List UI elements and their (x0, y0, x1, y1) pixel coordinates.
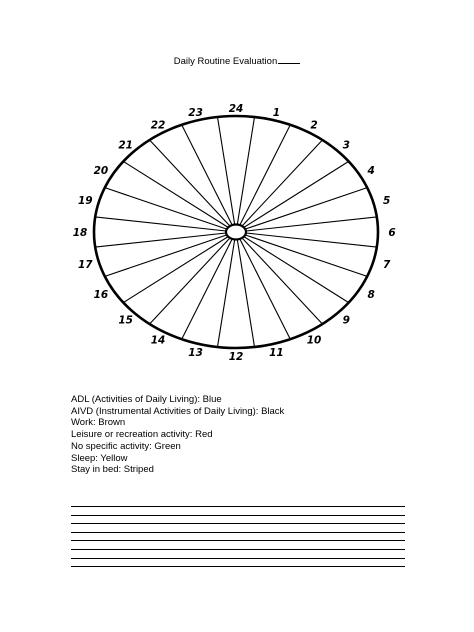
note-line (71, 506, 405, 507)
hour-label: 11 (269, 346, 284, 359)
hour-label: 17 (77, 259, 93, 272)
wheel-spoke (105, 188, 227, 230)
hour-label: 9 (342, 314, 350, 327)
hour-label: 2 (310, 119, 318, 132)
note-line (71, 532, 405, 533)
legend-item-adl: ADL (Activities of Daily Living): Blue (71, 394, 222, 405)
hour-label: 24 (228, 103, 244, 115)
legend-item-leisure: Leisure or recreation activity: Red (71, 429, 213, 441)
hour-label: 7 (383, 259, 391, 272)
hour-label: 10 (306, 334, 322, 347)
hour-label: 16 (93, 289, 109, 301)
wheel-spoke (240, 239, 290, 339)
note-line (71, 523, 405, 524)
hour-label: 14 (150, 334, 166, 347)
wheel-spoke (95, 217, 226, 231)
note-line (71, 515, 405, 516)
wheel-spoke (237, 239, 254, 347)
wheel-spoke (123, 237, 228, 303)
hour-label: 5 (383, 194, 391, 207)
hour-label: 6 (388, 227, 396, 239)
legend-item-stay-in-bed: Stay in bed: Striped (71, 464, 154, 476)
legend-item-aivd: AIVD (Instrumental Activities of Daily Living): Black (71, 405, 285, 417)
wheel-spoke (95, 233, 226, 247)
wheel-spoke (245, 235, 367, 277)
note-line (71, 566, 405, 567)
color-legend (71, 394, 284, 476)
note-line (71, 558, 405, 559)
wheel-center-hub (226, 225, 246, 240)
wheel-spoke (182, 239, 233, 339)
legend-item-work: Work: Brown (71, 417, 126, 429)
wheel-spoke (244, 237, 349, 303)
wheel-spoke (246, 233, 377, 247)
page-title-text: Daily Routine Evaluation (173, 56, 278, 67)
wheel-spoke (246, 217, 377, 231)
hour-label: 23 (188, 107, 203, 120)
hour-label: 8 (367, 289, 375, 301)
hour-label: 22 (150, 119, 166, 132)
hour-label: 20 (93, 165, 109, 177)
hour-label: 15 (118, 314, 134, 327)
wheel-spoke (123, 161, 228, 227)
wheel-spoke (182, 125, 233, 225)
wheel-spoke (245, 188, 367, 230)
wheel-spoke (218, 117, 235, 225)
wheel-spoke (105, 235, 227, 277)
wheel-spoke (237, 117, 254, 225)
wheel-spoke (240, 125, 290, 225)
hour-label: 1 (272, 107, 281, 120)
wheel-spoke (242, 238, 322, 324)
note-line (71, 549, 405, 550)
hour-label: 4 (367, 165, 375, 177)
wheel-spoke (150, 238, 230, 324)
wheel-spoke (218, 239, 235, 347)
hour-label: 18 (72, 227, 88, 239)
hour-label: 12 (228, 351, 244, 363)
hour-label: 3 (342, 139, 350, 152)
wheel-spoke (242, 140, 322, 226)
note-line (71, 540, 405, 541)
hour-label: 21 (118, 139, 134, 152)
legend-item-sleep: Sleep: Yellow (71, 452, 128, 464)
wheel-spoke (150, 140, 230, 226)
hour-label: 19 (77, 194, 93, 207)
hour-label: 13 (188, 346, 203, 359)
legend-item-no-activity: No specific activity: Green (71, 440, 181, 452)
wheel-spoke (244, 161, 349, 227)
